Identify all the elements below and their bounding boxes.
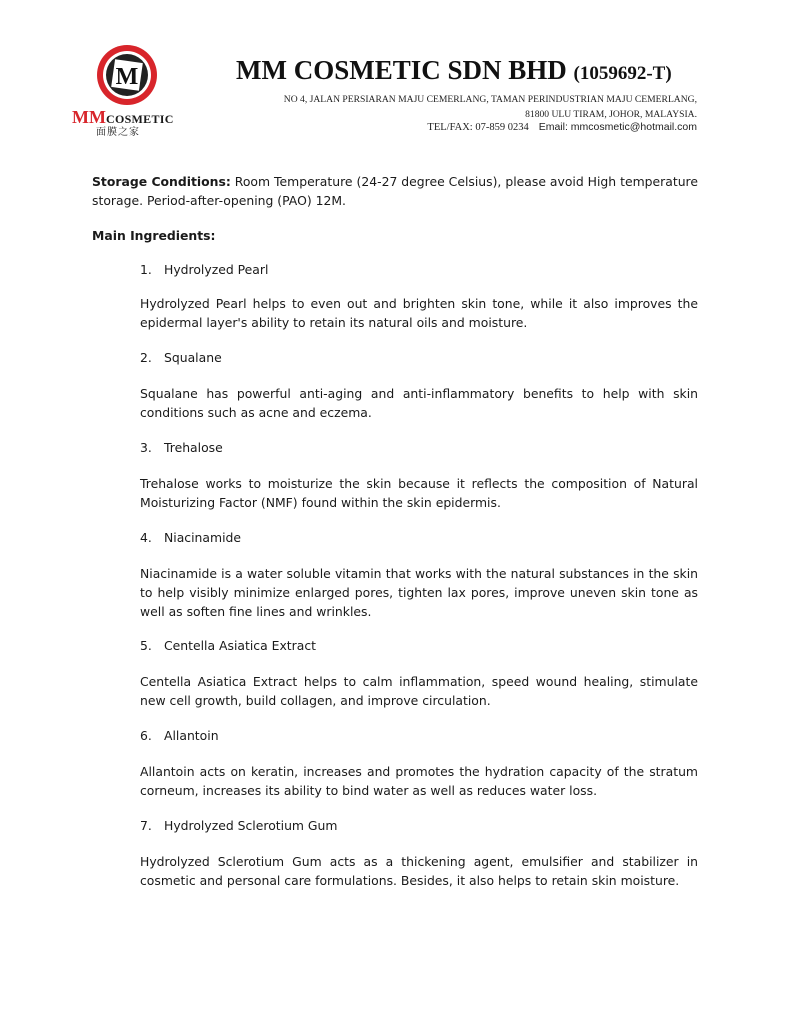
ingredient-number: 4.: [140, 530, 152, 545]
company-name-text: MM COSMETIC SDN BHD: [236, 55, 567, 85]
storage-conditions: [92, 172, 698, 210]
ingredient-name: Squalane: [164, 350, 222, 365]
ingredient-number: 7.: [140, 818, 152, 833]
ingredient-title: [140, 726, 219, 745]
ingredient-number: 2.: [140, 350, 152, 365]
ingredient-name: Centella Asiatica Extract: [164, 638, 317, 653]
ingredient-number: 6.: [140, 728, 152, 743]
storage-text: Room Temperature (24-27 degree Celsius), please avoid High temperature storage. Period-after-opening (PAO) 12M.: [92, 174, 698, 208]
ingredient-name: Trehalose: [164, 440, 223, 455]
ingredient-number: 1.: [140, 262, 152, 277]
ingredient-name: Hydrolyzed Sclerotium Gum: [164, 818, 338, 833]
ingredient-description: Centella Asiatica Extract helps to calm inflammation, speed wound healing, stimulate new cell growth, build collagen, and improve circulation.: [140, 674, 698, 708]
ingredient-description: Hydrolyzed Pearl helps to even out and brighten skin tone, while it also improves the epidermal layer's ability to retain its natural oils and moisture.: [140, 296, 698, 330]
email: Email: mmcosmetic@hotmail.com: [538, 121, 697, 133]
storage-label: Storage Conditions:: [92, 174, 231, 189]
ingredient-name: Hydrolyzed Pearl: [164, 262, 269, 277]
company-registration: (1059692-T): [573, 63, 672, 84]
logo-subtitle: 面膜之家: [96, 127, 140, 138]
ingredient-title: [140, 816, 337, 835]
logo-brand-cosmetic: COSMETIC: [105, 112, 174, 126]
ingredient-description: Trehalose works to moisturize the skin because it reflects the composition of Natural Moisturizing Factor (NMF) found within the skin epidermis.: [140, 476, 698, 510]
ingredient-title: [140, 636, 316, 655]
logo-letter: M: [115, 64, 139, 90]
ingredient-description: Hydrolyzed Sclerotium Gum acts as a thickening agent, emulsifier and stabilizer in cosmetic and personal care formulations. Besides, it also helps to retain skin moisture.: [140, 854, 698, 888]
ingredients-heading: Main Ingredients:: [92, 228, 216, 243]
ingredient-number: 3.: [140, 440, 152, 455]
tel-fax: TEL/FAX: 07-859 0234: [427, 122, 529, 133]
contact-line: [427, 121, 697, 133]
address-line-1: NO 4, JALAN PERSIARAN MAJU CEMERLANG, TAMAN PERINDUSTRIAN MAJU CEMERLANG,: [283, 94, 697, 105]
ingredient-description: Allantoin acts on keratin, increases and promotes the hydration capacity of the stratum corneum, increases its ability to bind water as well as reduces water loss.: [140, 764, 698, 798]
ingredient-description: Squalane has powerful anti-aging and anti-inflammatory benefits to help with skin conditions such as acne and eczema.: [140, 386, 698, 420]
ingredient-title: [140, 438, 223, 457]
ingredient-title: [140, 260, 268, 279]
logo-brand-mm: MM: [72, 107, 106, 127]
address-line-2: 81800 ULU TIRAM, JOHOR, MALAYSIA.: [525, 109, 697, 120]
company-name: [236, 55, 672, 86]
ingredient-title: [140, 348, 222, 367]
ingredient-name: Allantoin: [164, 728, 219, 743]
ingredient-title: [140, 528, 241, 547]
ingredient-description: Niacinamide is a water soluble vitamin that works with the natural substances in the skin to help visibly minimize enlarged pores, tighten lax pores, improve uneven skin tone as well as soften fine lines and wrinkles.: [140, 566, 698, 619]
ingredient-number: 5.: [140, 638, 152, 653]
ingredient-name: Niacinamide: [164, 530, 242, 545]
company-logo: [96, 44, 158, 106]
